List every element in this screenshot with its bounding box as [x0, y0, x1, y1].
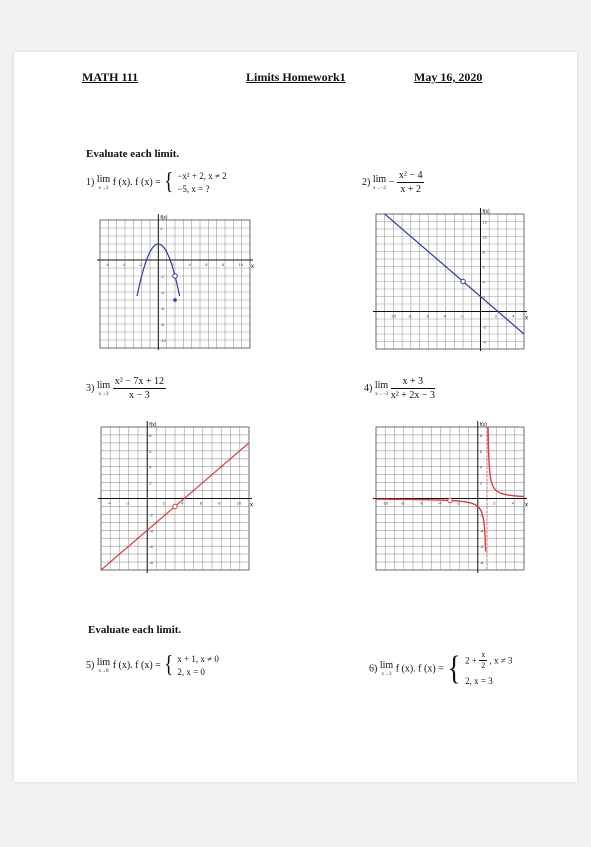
problem-4	[364, 376, 435, 401]
problem-5: 5) lim x→0 f (x). f (x) = { x + 1, x ≠ 0 2, x = 0	[86, 652, 219, 678]
y-tick-label: 6	[479, 448, 482, 454]
y-tick-label: 4	[482, 279, 485, 285]
problem-number: 6)	[369, 663, 378, 675]
y-tick-label: -6	[149, 544, 153, 550]
y-tick-label: -6	[479, 544, 484, 550]
x-tick-label: 8	[222, 262, 225, 267]
course-name: MATH 111	[82, 70, 139, 84]
y-tick-label: 4	[149, 464, 152, 470]
function-expression: f (x). f (x) =	[112, 176, 161, 188]
y-tick-label: -10	[160, 338, 167, 343]
y-axis-label: f(x)	[482, 209, 490, 215]
graph-problem-2	[370, 206, 532, 351]
y-tick-label: -8	[479, 560, 484, 566]
section-heading: Evaluate each limit.	[88, 624, 182, 636]
piecewise-cases: −x² + 2, x ≠ 2 −5, x = ?	[177, 171, 227, 194]
function-curve	[488, 426, 524, 496]
x-tick-label: -10	[382, 500, 389, 506]
x-tick-label: 6	[205, 262, 208, 267]
y-tick-label: 10	[482, 234, 487, 240]
y-tick-label: 6	[149, 448, 152, 454]
x-tick-label: -8	[400, 500, 405, 506]
function-expression: f (x). f (x) =	[112, 659, 161, 671]
function-curve	[376, 207, 524, 335]
x-tick-label: -6	[419, 500, 423, 506]
x-tick-label: -4	[442, 313, 447, 319]
x-tick-label: -2	[460, 313, 464, 319]
y-axis-label: f(x)	[479, 422, 487, 428]
y-tick-label: -4	[160, 290, 164, 295]
problem-number: 4)	[364, 382, 373, 394]
problem-number: 2)	[362, 176, 371, 188]
x-tick-label: 2	[494, 313, 498, 319]
x-tick-label: -6	[105, 262, 109, 267]
y-tick-label: -2	[479, 512, 484, 518]
x-tick-label: 4	[188, 262, 191, 267]
open-point	[448, 498, 452, 502]
filled-point	[173, 298, 177, 302]
y-tick-label: 6	[482, 264, 485, 270]
y-tick-label: -2	[149, 512, 153, 518]
y-tick-label: -8	[149, 560, 153, 566]
x-tick-label: 8	[218, 500, 221, 506]
due-date: May 16, 2020	[414, 70, 483, 84]
piecewise-cases: 2 + $\frac{x}{2}$ , x ≠ 3 2, x = 3	[465, 649, 513, 687]
fraction: $\frac{\text{x² − 4}}{x + 2}$	[398, 170, 423, 195]
y-tick-label: 4	[479, 464, 482, 470]
y-tick-label: 12	[482, 219, 487, 225]
x-tick-label: 6	[199, 500, 202, 506]
x-tick-label: -4	[122, 262, 126, 267]
graph-problem-3	[95, 415, 257, 573]
limit-operator: lim x→−2	[372, 173, 387, 191]
open-point	[173, 504, 177, 508]
x-axis-label: x	[525, 502, 528, 509]
x-axis-label: x	[525, 315, 528, 322]
y-tick-label: 8	[479, 432, 482, 438]
problem-2: 2) lim x→−2 − $\frac{\text{x² − 4}}{x + 2}$	[362, 170, 423, 195]
y-tick-label: -2	[482, 324, 487, 330]
graph-problem-1	[95, 208, 257, 350]
graph-problem-4	[370, 415, 532, 573]
y-tick-label: 2	[482, 294, 485, 300]
limit-operator: lim x→3	[379, 660, 394, 677]
limit-operator: lim x→3	[96, 379, 111, 397]
x-tick-label: 4	[512, 313, 515, 319]
x-tick-label: -2	[456, 500, 460, 506]
y-tick-label: 8	[149, 432, 152, 438]
y-tick-label: 2	[149, 480, 152, 486]
x-tick-label: 10	[238, 262, 244, 267]
problem-number: 1)	[86, 176, 95, 188]
y-tick-label: 4	[160, 226, 163, 231]
y-tick-label: 2	[479, 480, 482, 486]
y-tick-label: -4	[479, 528, 484, 534]
x-tick-label: 2	[493, 500, 496, 506]
x-tick-label: -2	[125, 500, 130, 506]
y-tick-label: -8	[160, 322, 164, 327]
x-tick-label: 4	[181, 500, 184, 506]
x-tick-label: -4	[437, 500, 442, 506]
function-expression: f (x). f (x) =	[395, 663, 444, 675]
y-tick-label: 8	[482, 249, 485, 255]
x-tick-label: 2	[162, 500, 165, 506]
problem-6: 6) lim x→3 f (x). f (x) = { 2 + $\frac{x}{2}$ , x ≠ 3 2, x = 3	[369, 649, 513, 687]
x-axis-label: x	[250, 502, 253, 509]
x-tick-label: -8	[407, 313, 412, 319]
fraction: $\frac{x + 3}{\text{x² + 2x − 3}}$	[390, 376, 435, 401]
x-tick-label: -4	[107, 500, 111, 506]
x-tick-label: 4	[511, 500, 514, 506]
section-heading: Evaluate each limit.	[86, 148, 180, 160]
y-axis-label: f(x)	[160, 215, 168, 221]
piecewise-cases: x + 1, x ≠ 0 2, x = 0	[177, 654, 219, 677]
x-tick-label: -2	[138, 262, 143, 267]
limit-operator: lim x→0	[96, 656, 111, 674]
open-point	[173, 274, 177, 278]
limit-operator: lim x→−3	[374, 379, 389, 397]
y-tick-label: -6	[160, 306, 164, 311]
x-tick-label: -10	[390, 313, 397, 319]
problem-number: 5)	[86, 659, 95, 671]
problem-number: 3)	[86, 382, 95, 394]
limit-operator: lim x→2	[96, 173, 111, 191]
fraction: $\frac{\text{x² − 7x + 12}}{x - 3}$	[114, 376, 164, 401]
y-axis-label: f(x)	[149, 422, 157, 428]
y-tick-label: -4	[482, 339, 487, 345]
problem-3	[86, 376, 166, 401]
x-tick-label: 2	[172, 262, 175, 267]
problem-1: 1) lim x→2 f (x). f (x) = { −x² + 2, x ≠ 2 −5, x = ?	[86, 169, 227, 195]
x-axis-label: x	[251, 264, 254, 270]
x-tick-label: 10	[236, 500, 242, 506]
x-tick-label: -6	[425, 313, 429, 319]
assignment-title: Limits Homework1	[246, 70, 346, 84]
y-tick-label: -2	[160, 274, 164, 279]
open-point	[461, 279, 465, 283]
y-tick-label: -4	[149, 528, 153, 534]
function-curve	[376, 499, 486, 551]
